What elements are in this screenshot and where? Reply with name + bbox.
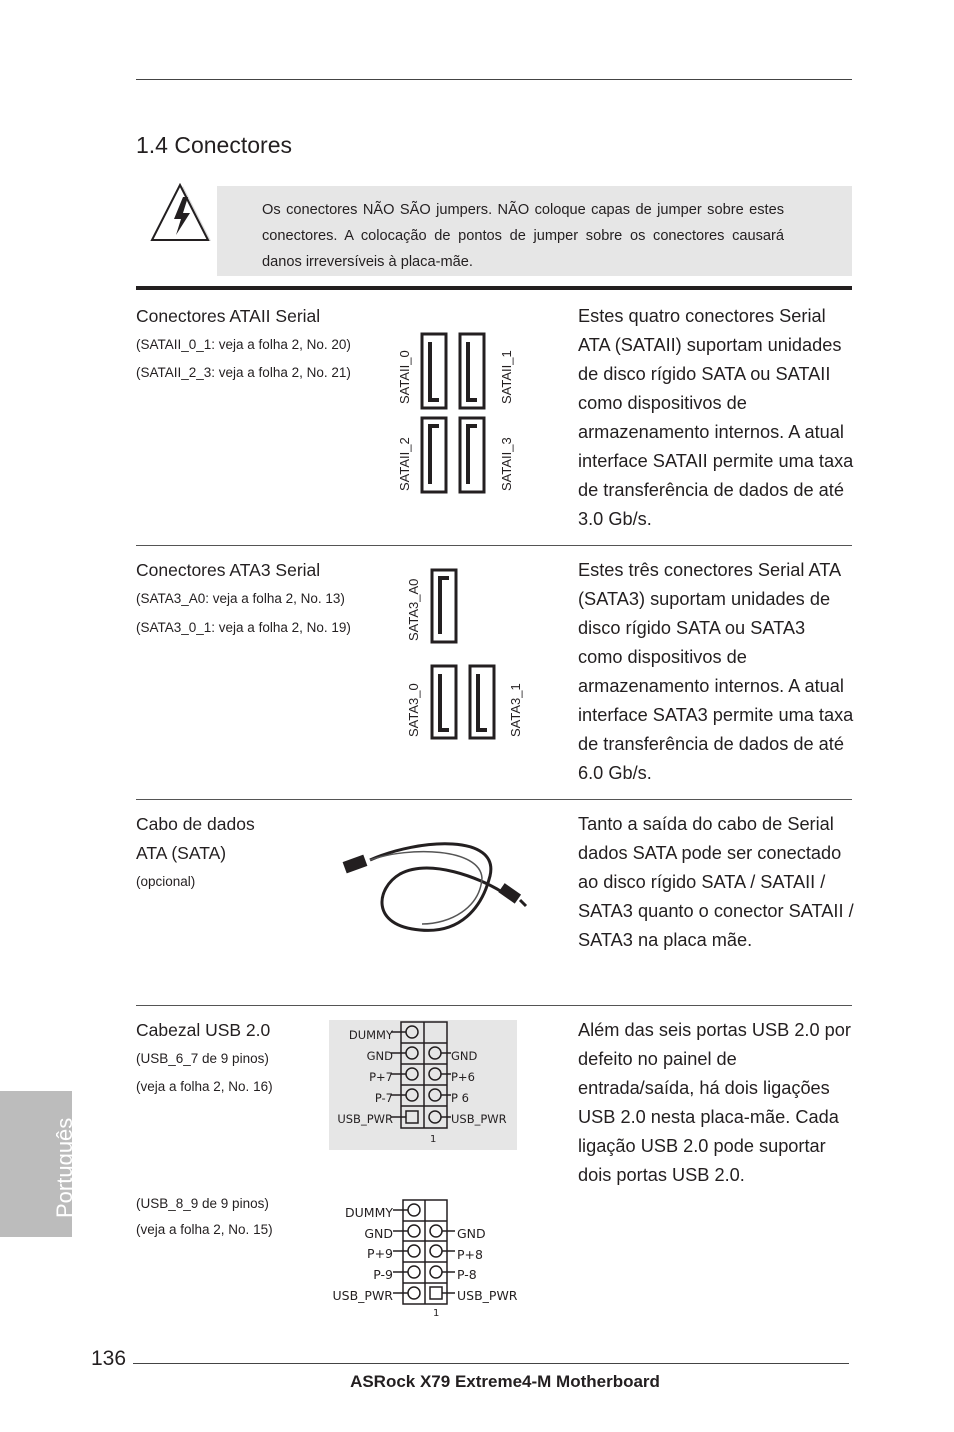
usb67-pin-left-4: P-7: [374, 1091, 393, 1105]
usb67-pin-right-3: P 6: [451, 1091, 469, 1105]
top-rule: [136, 79, 852, 80]
usb89-pin1-marker: 1: [433, 1308, 440, 1319]
separator-1: [136, 545, 852, 546]
language-side-tab-label: Português: [52, 1117, 77, 1218]
sataii-0-label: SATAII_0: [397, 350, 412, 404]
usb67-ref-1: (USB_6_7 de 9 pinos): [136, 1051, 269, 1066]
sataii-ref-2: (SATAII_2_3: veja a folha 2, No. 21): [136, 365, 351, 380]
usb67-pin1-marker: 1: [430, 1134, 437, 1145]
usb67-pin-right-1: GND: [451, 1049, 478, 1063]
warning-icon: [150, 183, 214, 245]
bottom-rule: [133, 1363, 849, 1364]
sataii-2-label: SATAII_2: [397, 437, 412, 491]
usb89-pin-right-1: GND: [457, 1226, 486, 1241]
section-title: 1.4 Conectores: [136, 132, 292, 158]
usb89-pin-left-5: USB_PWR: [332, 1287, 393, 1303]
sata3-a0-label: SATA3_A0: [406, 578, 421, 641]
usb89-pin-left-1: DUMMY: [345, 1205, 393, 1220]
cable-description: Tanto a saída do cabo de Serial dados SATA pode ser conectado ao disco rígido SATA / SATAII / SATA3 quanto o conector SATAII / SATA3 na placa mãe.: [578, 814, 854, 950]
usb67-pin-right-4: USB_PWR: [451, 1112, 507, 1126]
usb89-pin-right-3: P-8: [457, 1267, 477, 1283]
usb67-ref-2: (veja a folha 2, No. 16): [136, 1079, 273, 1094]
usb89-pin-left-3: P+9: [367, 1246, 393, 1262]
cable-optional: (opcional): [136, 874, 196, 889]
sata3-description: Estes três conectores Serial ATA (SATA3) suportam unidades de disco rígido SATA ou SATA3 como dispositivos de armazenamento internos. A atual interface SATA3 permite uma taxa de transferência de dados de até 6.0 Gb/s.: [578, 560, 854, 783]
usb67-header-diagram: [329, 1020, 517, 1150]
footer-title: ASRock X79 Extreme4-M Motherboard: [350, 1372, 660, 1391]
sataii-label: Conectores ATAII Serial: [136, 306, 321, 326]
sata-cable-image: [340, 838, 530, 948]
sata3-label: Conectores ATA3 Serial: [136, 560, 321, 580]
sata3-connector-diagram: [428, 566, 500, 742]
usb89-header-diagram: [327, 1198, 523, 1322]
usb-label: Cabezal USB 2.0: [136, 1020, 271, 1040]
sataii-connector-diagram: [418, 330, 490, 496]
usb-description: Além das seis portas USB 2.0 por defeito no painel de entrada/saída, há dois ligações USB 2.0 nesta placa-mãe. Cada ligação USB 2.0 pode suportar dois portas USB 2.0.: [578, 1020, 851, 1185]
usb67-pin-left-5: USB_PWR: [337, 1112, 393, 1126]
cable-label-line2: ATA (SATA): [136, 843, 227, 863]
separator-2: [136, 799, 852, 800]
sataii-description: Estes quatro conectores Serial ATA (SATAII) suportam unidades de disco rígido SATA ou SATAII como dispositivos de armazenamento internos. A atual interface SATAII permite uma taxa de transferência de dados de até 3.0 Gb/s.: [578, 306, 854, 529]
usb67-pin-left-3: P+7: [369, 1070, 393, 1084]
usb89-pin-right-4: USB_PWR: [457, 1288, 518, 1304]
sata3-ref-1: (SATA3_A0: veja a folha 2, No. 13): [136, 591, 345, 606]
usb89-ref-2: (veja a folha 2, No. 15): [136, 1222, 273, 1237]
warning-text: Os conectores NÃO SÃO jumpers. NÃO coloque capas de jumper sobre estes conectores. A colocação de pontos de jumper sobre os conectores causará danos irreversíveis à placa-mãe.: [262, 202, 784, 270]
separator-3: [136, 1005, 852, 1006]
sataii-ref-1: (SATAII_0_1: veja a folha 2, No. 20): [136, 337, 351, 352]
usb89-ref-1: (USB_8_9 de 9 pinos): [136, 1196, 269, 1211]
sataii-3-label: SATAII_3: [499, 437, 514, 491]
sata3-0-label: SATA3_0: [406, 683, 421, 737]
sataii-1-label: SATAII_1: [499, 350, 514, 404]
usb67-pin-left-2: GND: [366, 1049, 393, 1063]
usb67-pin-left-1: DUMMY: [348, 1028, 393, 1042]
usb89-pin-left-4: P-9: [373, 1267, 393, 1283]
page-number: 136: [91, 1347, 127, 1370]
thick-rule: [136, 286, 852, 290]
sata3-ref-2: (SATA3_0_1: veja a folha 2, No. 19): [136, 620, 351, 635]
usb89-pin-right-2: P+8: [457, 1246, 483, 1262]
cable-label-line1: Cabo de dados: [136, 814, 255, 834]
usb89-pin-left-2: GND: [364, 1225, 393, 1241]
usb67-pin-right-2: P+6: [451, 1070, 475, 1084]
sata3-1-label: SATA3_1: [508, 683, 523, 737]
